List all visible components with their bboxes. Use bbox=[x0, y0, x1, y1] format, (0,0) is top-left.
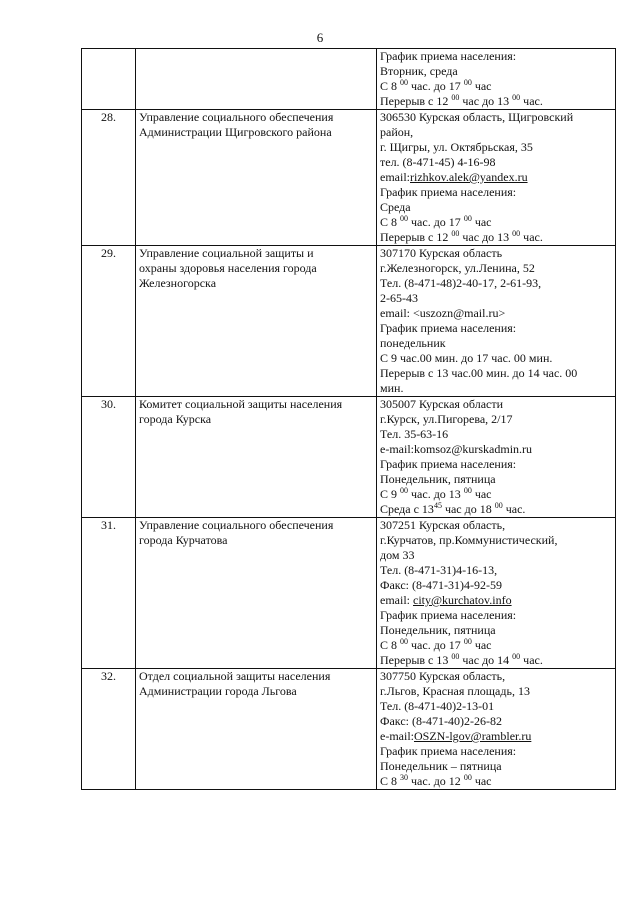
contact-line bbox=[380, 669, 612, 684]
time-superscript: 00 bbox=[512, 653, 521, 661]
contact-text: час bbox=[471, 215, 492, 229]
contact-text: График приема населения: bbox=[380, 185, 517, 199]
organization-line: Железногорска bbox=[139, 276, 217, 290]
contact-line bbox=[380, 487, 612, 502]
email-link[interactable]: rizhkov.alek@yandex.ru bbox=[410, 170, 528, 184]
contact-text: г. Щигры, ул. Октябрьская, 35 bbox=[380, 140, 533, 154]
contact-text: График приема населения: bbox=[380, 608, 517, 622]
contact-text: С 8 bbox=[380, 79, 401, 93]
contact-text: час bbox=[471, 79, 492, 93]
contact-line bbox=[380, 518, 612, 533]
contact-line bbox=[380, 64, 612, 79]
row-number bbox=[82, 49, 136, 110]
time-superscript: 00 bbox=[463, 487, 472, 495]
contact-line bbox=[380, 321, 612, 336]
contact-line bbox=[380, 79, 612, 94]
table-row bbox=[82, 397, 616, 518]
contact-line bbox=[380, 729, 612, 744]
contact-text: Среда bbox=[380, 200, 411, 214]
contact-line bbox=[380, 684, 612, 699]
organization-name bbox=[136, 110, 377, 246]
contact-line bbox=[380, 261, 612, 276]
contact-line bbox=[380, 502, 612, 517]
table-row bbox=[82, 669, 616, 790]
contact-line bbox=[380, 397, 612, 412]
time-superscript: 00 bbox=[494, 502, 503, 510]
contact-text: Вторник, среда bbox=[380, 64, 458, 78]
contact-text: Перерыв с 12 bbox=[380, 230, 452, 244]
contact-line bbox=[380, 608, 612, 623]
contact-text: час до 18 bbox=[441, 502, 495, 516]
time-superscript: 00 bbox=[451, 230, 460, 238]
contact-line bbox=[380, 412, 612, 427]
contact-line bbox=[380, 593, 612, 608]
contact-text: График приема населения: bbox=[380, 744, 517, 758]
contact-line bbox=[380, 699, 612, 714]
time-superscript: 00 bbox=[463, 774, 472, 782]
contact-text: Понедельник, пятница bbox=[380, 472, 496, 486]
contact-text: Перерыв с 13 bbox=[380, 653, 452, 667]
contact-info bbox=[377, 246, 616, 397]
contact-text: час. bbox=[520, 653, 543, 667]
time-superscript: 00 bbox=[400, 215, 409, 223]
contact-text: час. до 17 bbox=[408, 79, 464, 93]
contact-text: час. bbox=[520, 94, 543, 108]
institutions-table bbox=[81, 48, 616, 790]
organization-line: города Курска bbox=[139, 412, 212, 426]
row-number: 30. bbox=[82, 397, 136, 518]
organization-line: Комитет социальной защиты населения bbox=[139, 397, 343, 411]
contact-info bbox=[377, 518, 616, 669]
contact-text: Перерыв с 12 bbox=[380, 94, 452, 108]
table-row bbox=[82, 49, 616, 110]
contact-line bbox=[380, 563, 612, 578]
contact-text: г.Курчатов, пр.Коммунистический, bbox=[380, 533, 558, 547]
contact-line bbox=[380, 653, 612, 668]
contact-text: email: <uszozn@mail.ru> bbox=[380, 306, 506, 320]
contact-info bbox=[377, 669, 616, 790]
contact-text: email: bbox=[380, 593, 413, 607]
time-superscript: 30 bbox=[400, 774, 409, 782]
contact-line bbox=[380, 49, 612, 64]
email-link[interactable]: city@kurchatov.info bbox=[413, 593, 512, 607]
contact-line bbox=[380, 578, 612, 593]
contact-text: e-mail:komsoz@kurskadmin.ru bbox=[380, 442, 533, 456]
time-superscript: 00 bbox=[512, 230, 521, 238]
organization-line: Администрации Щигровского района bbox=[139, 125, 332, 139]
contact-line bbox=[380, 94, 612, 109]
contact-info bbox=[377, 110, 616, 246]
contact-text: 306530 Курская область, Щигровский bbox=[380, 110, 574, 124]
contact-text: 307251 Курская область, bbox=[380, 518, 506, 532]
contact-text: район, bbox=[380, 125, 414, 139]
organization-name bbox=[136, 518, 377, 669]
contact-text: час. до 12 bbox=[408, 774, 464, 788]
organization-name bbox=[136, 397, 377, 518]
contact-line bbox=[380, 442, 612, 457]
contact-text: 2-65-43 bbox=[380, 291, 418, 305]
contact-text: г.Льгов, Красная площадь, 13 bbox=[380, 684, 530, 698]
contact-line bbox=[380, 351, 612, 366]
time-superscript: 00 bbox=[463, 215, 472, 223]
contact-line bbox=[380, 306, 612, 321]
contact-line bbox=[380, 110, 612, 125]
contact-line bbox=[380, 533, 612, 548]
contact-text: понедельник bbox=[380, 336, 446, 350]
contact-line bbox=[380, 744, 612, 759]
contact-text: Тел. 35-63-16 bbox=[380, 427, 449, 441]
contact-text: дом 33 bbox=[380, 548, 415, 562]
time-superscript: 00 bbox=[512, 94, 521, 102]
table-row bbox=[82, 518, 616, 669]
contact-line bbox=[380, 170, 612, 185]
contact-text: час. bbox=[502, 502, 526, 516]
table-row bbox=[82, 246, 616, 397]
contact-line bbox=[380, 291, 612, 306]
table-row bbox=[82, 110, 616, 246]
contact-text: час. до 17 bbox=[408, 638, 464, 652]
contact-text: мин. bbox=[380, 381, 404, 395]
contact-line bbox=[380, 125, 612, 140]
contact-text: час до 13 bbox=[459, 94, 513, 108]
contact-line bbox=[380, 200, 612, 215]
contact-text: час bbox=[471, 774, 492, 788]
contact-line bbox=[380, 457, 612, 472]
organization-line: Управление социального обеспечения bbox=[139, 518, 334, 532]
contact-text: Перерыв с 13 час.00 мин. до 14 час. 00 bbox=[380, 366, 578, 380]
contact-text: 307170 Курская область bbox=[380, 246, 503, 260]
contact-line bbox=[380, 140, 612, 155]
organization-line: охраны здоровья населения города bbox=[139, 261, 317, 275]
contact-line bbox=[380, 714, 612, 729]
organization-line: Отдел социальной защиты населения bbox=[139, 669, 331, 683]
contact-text: Тел. (8-471-48)2-40-17, 2-61-93, bbox=[380, 276, 542, 290]
contact-text: г.Курск, ул.Пигорева, 2/17 bbox=[380, 412, 513, 426]
contact-text: Факс: (8-471-31)4-92-59 bbox=[380, 578, 502, 592]
contact-text: час bbox=[471, 487, 492, 501]
contact-text: Среда с 13 bbox=[380, 502, 434, 516]
time-superscript: 00 bbox=[451, 653, 460, 661]
organization-name bbox=[136, 669, 377, 790]
organization-name bbox=[136, 49, 377, 110]
contact-text: час до 13 bbox=[459, 230, 513, 244]
contact-text: С 8 bbox=[380, 215, 401, 229]
time-superscript: 45 bbox=[433, 502, 442, 510]
time-superscript: 00 bbox=[400, 79, 409, 87]
contact-text: час. bbox=[520, 230, 543, 244]
contact-text: Факс: (8-471-40)2-26-82 bbox=[380, 714, 502, 728]
contact-line bbox=[380, 548, 612, 563]
email-link[interactable]: OSZN-lgov@rambler.ru bbox=[413, 729, 532, 743]
contact-line bbox=[380, 246, 612, 261]
contact-line bbox=[380, 427, 612, 442]
contact-text: 307750 Курская область, bbox=[380, 669, 506, 683]
contact-line bbox=[380, 638, 612, 653]
contact-line bbox=[380, 759, 612, 774]
contact-text: С 8 bbox=[380, 638, 401, 652]
contact-line bbox=[380, 185, 612, 200]
contact-text: час bbox=[471, 638, 492, 652]
contact-text: час. до 13 bbox=[408, 487, 464, 501]
row-number: 29. bbox=[82, 246, 136, 397]
contact-text: e-mail: bbox=[380, 729, 414, 743]
organization-line: Управление социального обеспечения bbox=[139, 110, 334, 124]
time-superscript: 00 bbox=[400, 487, 409, 495]
contact-line bbox=[380, 155, 612, 170]
time-superscript: 00 bbox=[400, 638, 409, 646]
contact-text: График приема населения: bbox=[380, 321, 517, 335]
row-number: 28. bbox=[82, 110, 136, 246]
time-superscript: 00 bbox=[451, 94, 460, 102]
contact-text: Понедельник – пятница bbox=[380, 759, 502, 773]
contact-line bbox=[380, 381, 612, 396]
contact-line bbox=[380, 366, 612, 381]
page-number: 6 bbox=[316, 30, 324, 45]
organization-name bbox=[136, 246, 377, 397]
organization-line: Администрации города Льгова bbox=[139, 684, 297, 698]
contact-text: Тел. (8-471-31)4-16-13, bbox=[380, 563, 498, 577]
contact-text: Понедельник, пятница bbox=[380, 623, 496, 637]
contact-line bbox=[380, 336, 612, 351]
contact-line bbox=[380, 276, 612, 291]
contact-text: Тел. (8-471-40)2-13-01 bbox=[380, 699, 495, 713]
contact-info bbox=[377, 397, 616, 518]
time-superscript: 00 bbox=[463, 79, 472, 87]
contact-line bbox=[380, 472, 612, 487]
organization-line: города Курчатова bbox=[139, 533, 228, 547]
contact-line bbox=[380, 230, 612, 245]
contact-text: email: bbox=[380, 170, 410, 184]
contact-line bbox=[380, 774, 612, 789]
row-number: 31. bbox=[82, 518, 136, 669]
contact-text: час до 14 bbox=[459, 653, 513, 667]
time-superscript: 00 bbox=[463, 638, 472, 646]
organization-line: Управление социальной защиты и bbox=[139, 246, 314, 260]
contact-text: час. до 17 bbox=[408, 215, 464, 229]
contact-text: г.Железногорск, ул.Ленина, 52 bbox=[380, 261, 535, 275]
contact-text: 305007 Курская области bbox=[380, 397, 504, 411]
contact-text: График приема населения: bbox=[380, 49, 517, 63]
table-body bbox=[82, 49, 616, 790]
contact-text: С 9 bbox=[380, 487, 401, 501]
contact-text: График приема населения: bbox=[380, 457, 517, 471]
contact-text: тел. (8-471-45) 4-16-98 bbox=[380, 155, 496, 169]
contact-text: С 8 bbox=[380, 774, 401, 788]
contact-line bbox=[380, 215, 612, 230]
contact-text: С 9 час.00 мин. до 17 час. 00 мин. bbox=[380, 351, 553, 365]
row-number: 32. bbox=[82, 669, 136, 790]
contact-info bbox=[377, 49, 616, 110]
contact-line bbox=[380, 623, 612, 638]
